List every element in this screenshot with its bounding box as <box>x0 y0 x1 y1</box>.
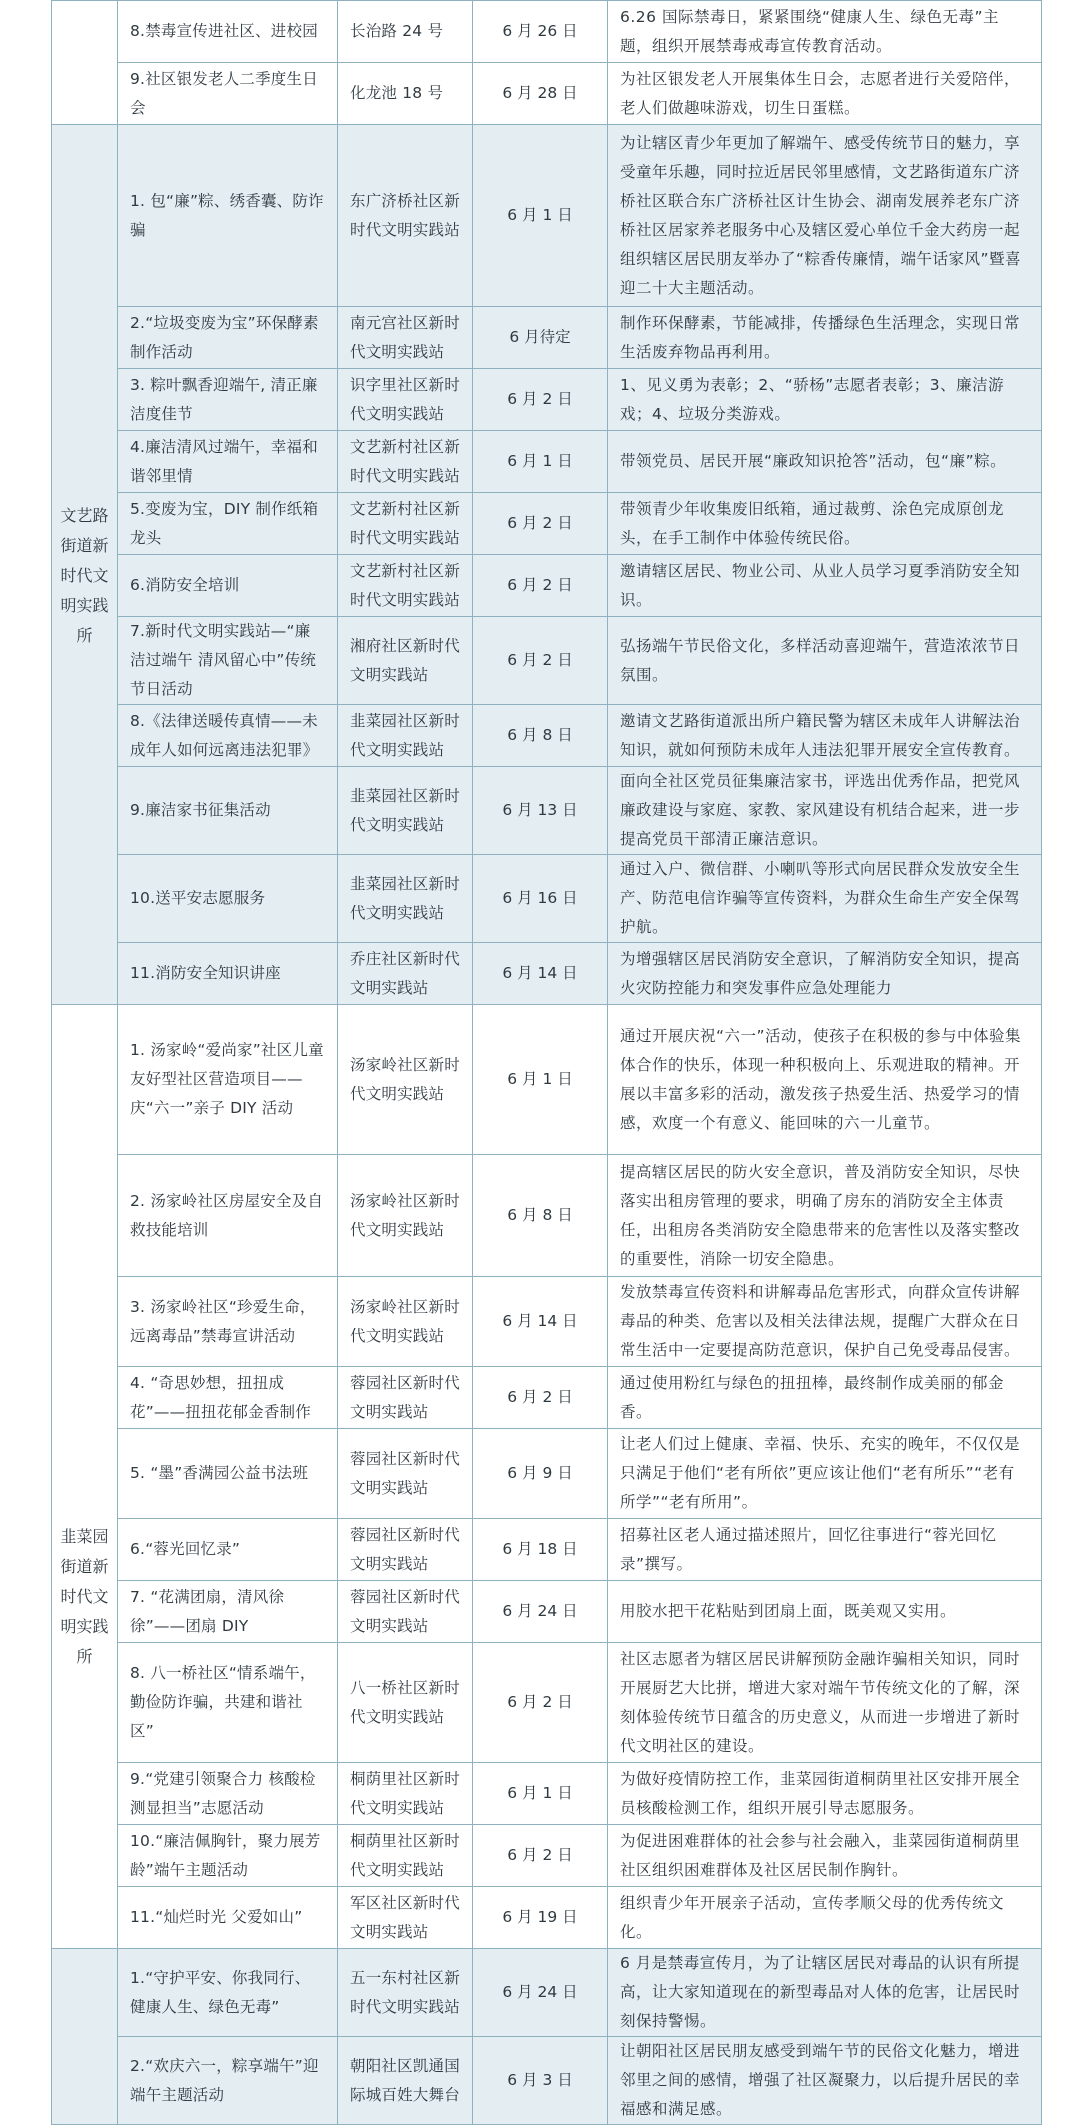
activity-cell: 4.廉洁清风过端午，幸福和谐邻里情 <box>118 431 338 493</box>
table-row <box>52 1887 1042 1949</box>
location-cell: 乔庄社区新时代文明实践站 <box>338 943 473 1005</box>
activity-cell: 10.“廉洁佩胸针，聚力展芳龄”端午主题活动 <box>118 1825 338 1887</box>
date-cell: 6 月 14 日 <box>473 1277 608 1367</box>
table-row <box>52 1949 1042 2037</box>
location-cell: 军区社区新时代文明实践站 <box>338 1887 473 1949</box>
location-cell: 蓉园社区新时代文明实践站 <box>338 1367 473 1429</box>
location-cell: 蓉园社区新时代文明实践站 <box>338 1429 473 1519</box>
location-cell: 蓉园社区新时代文明实践站 <box>338 1519 473 1581</box>
location-cell: 桐荫里社区新时代文明实践站 <box>338 1825 473 1887</box>
date-cell: 6 月 3 日 <box>473 2037 608 2125</box>
date-cell: 6 月 13 日 <box>473 767 608 855</box>
date-cell: 6 月待定 <box>473 307 608 369</box>
location-cell: 韭菜园社区新时代文明实践站 <box>338 767 473 855</box>
activity-cell: 7. “花满团扇，清风徐徐”——团扇 DIY <box>118 1581 338 1643</box>
activity-cell: 9.廉洁家书征集活动 <box>118 767 338 855</box>
content-cell: 让朝阳社区居民朋友感受到端午节的民俗文化魅力，增进邻里之间的感情，增强了社区凝聚力，以后提升居民的幸福感和满足感。 <box>608 2037 1042 2125</box>
location-cell: 八一桥社区新时代文明实践站 <box>338 1643 473 1763</box>
content-cell: 发放禁毒宣传资料和讲解毒品危害形式，向群众宣传讲解毒品的种类、危害以及相关法律法规，提醒广大群众在日常生活中一定要提高防范意识，保护自己免受毒品侵害。 <box>608 1277 1042 1367</box>
location-cell: 蓉园社区新时代文明实践站 <box>338 1581 473 1643</box>
table-row <box>52 1277 1042 1367</box>
activity-cell: 3. 汤家岭社区“珍爱生命，远离毒品”禁毒宣讲活动 <box>118 1277 338 1367</box>
date-cell: 6 月 2 日 <box>473 1367 608 1429</box>
date-cell: 6 月 2 日 <box>473 1643 608 1763</box>
date-cell: 6 月 1 日 <box>473 1763 608 1825</box>
table-row <box>52 63 1042 125</box>
content-cell: 面向全社区党员征集廉洁家书，评选出优秀作品，把党风廉政建设与家庭、家教、家风建设有机结合起来，进一步提高党员干部清正廉洁意识。 <box>608 767 1042 855</box>
activity-cell: 11.消防安全知识讲座 <box>118 943 338 1005</box>
content-cell: 社区志愿者为辖区居民讲解预防金融诈骗相关知识，同时开展厨艺大比拼，增进大家对端午节传统文化的了解，深刻体验传统节日蕴含的历史意义，从而进一步增进了新时代文明社区的建设。 <box>608 1643 1042 1763</box>
table-row <box>52 555 1042 617</box>
location-cell: 五一东村社区新时代文明实践站 <box>338 1949 473 2037</box>
date-cell: 6 月 24 日 <box>473 1949 608 2037</box>
table-row <box>52 2037 1042 2125</box>
table-row <box>52 855 1042 943</box>
activity-cell: 2.“欢庆六一，粽享端午”迎端午主题活动 <box>118 2037 338 2125</box>
date-cell: 6 月 18 日 <box>473 1519 608 1581</box>
location-cell: 桐荫里社区新时代文明实践站 <box>338 1763 473 1825</box>
date-cell: 6 月 2 日 <box>473 493 608 555</box>
date-cell: 6 月 1 日 <box>473 1005 608 1155</box>
content-cell: 提高辖区居民的防火安全意识，普及消防安全知识，尽快落实出租房管理的要求，明确了房东的消防安全主体责任，出租房各类消防安全隐患带来的危害性以及落实整改的重要性，消除一切安全隐患。 <box>608 1155 1042 1277</box>
location-cell: 化龙池 18 号 <box>338 63 473 125</box>
activity-cell: 2. 汤家岭社区房屋安全及自救技能培训 <box>118 1155 338 1277</box>
date-cell: 6 月 1 日 <box>473 431 608 493</box>
date-cell: 6 月 2 日 <box>473 555 608 617</box>
activity-cell: 1. 包“廉”粽、绣香囊、防诈骗 <box>118 125 338 307</box>
date-cell: 6 月 26 日 <box>473 1 608 63</box>
activity-cell: 6.消防安全培训 <box>118 555 338 617</box>
activity-cell: 2.“垃圾变废为宝”环保酵素制作活动 <box>118 307 338 369</box>
activity-cell: 1. 汤家岭“爱尚家”社区儿童友好型社区营造项目——庆“六一”亲子 DIY 活动 <box>118 1005 338 1155</box>
location-cell: 湘府社区新时代文明实践站 <box>338 617 473 705</box>
location-cell: 南元宫社区新时代文明实践站 <box>338 307 473 369</box>
table-row <box>52 1 1042 63</box>
location-cell: 识字里社区新时代文明实践站 <box>338 369 473 431</box>
location-cell: 汤家岭社区新时代文明实践站 <box>338 1155 473 1277</box>
table-row <box>52 1519 1042 1581</box>
activity-cell: 6.“蓉光回忆录” <box>118 1519 338 1581</box>
content-cell: 为让辖区青少年更加了解端午、感受传统节日的魅力，享受童年乐趣，同时拉近居民邻里感情，文艺路街道东广济桥社区联合东广济桥社区计生协会、湖南发展养老东广济桥社区居家养老服务中心及辖区爱心单位千金大药房一起组织辖区居民朋友举办了“粽香传廉情，端午话家风”暨喜迎二十大主题活动。 <box>608 125 1042 307</box>
org-cell <box>52 1949 118 2125</box>
date-cell: 6 月 16 日 <box>473 855 608 943</box>
date-cell: 6 月 14 日 <box>473 943 608 1005</box>
content-cell: 让老人们过上健康、幸福、快乐、充实的晚年，不仅仅是只满足于他们“老有所依”更应该让他们“老有所乐”“老有所学”“老有所用”。 <box>608 1429 1042 1519</box>
activity-cell: 5. “墨”香满园公益书法班 <box>118 1429 338 1519</box>
content-cell: 制作环保酵素，节能减排，传播绿色生活理念，实现日常生活废弃物品再利用。 <box>608 307 1042 369</box>
content-cell: 邀请文艺路街道派出所户籍民警为辖区未成年人讲解法治知识，就如何预防未成年人违法犯罪开展安全宣传教育。 <box>608 705 1042 767</box>
content-cell: 通过使用粉红与绿色的扭扭棒，最终制作成美丽的郁金香。 <box>608 1367 1042 1429</box>
table-row <box>52 1005 1042 1155</box>
content-cell: 组织青少年开展亲子活动，宣传孝顺父母的优秀传统文化。 <box>608 1887 1042 1949</box>
content-cell: 1、见义勇为表彰；2、“骄杨”志愿者表彰；3、廉洁游戏；4、垃圾分类游戏。 <box>608 369 1042 431</box>
activity-cell: 11.“灿烂时光 父爱如山” <box>118 1887 338 1949</box>
activity-cell: 4. “奇思妙想，扭扭成花”——扭扭花郁金香制作 <box>118 1367 338 1429</box>
table-row <box>52 369 1042 431</box>
org-cell: 文艺路街道新时代文明实践所 <box>52 125 118 1005</box>
location-cell: 长治路 24 号 <box>338 1 473 63</box>
content-cell: 邀请辖区居民、物业公司、从业人员学习夏季消防安全知识。 <box>608 555 1042 617</box>
table-row <box>52 705 1042 767</box>
table-row <box>52 617 1042 705</box>
content-cell: 带领党员、居民开展“廉政知识抢答”活动，包“廉”粽。 <box>608 431 1042 493</box>
location-cell: 韭菜园社区新时代文明实践站 <box>338 855 473 943</box>
table-row <box>52 1763 1042 1825</box>
table-row <box>52 431 1042 493</box>
table-row <box>52 1367 1042 1429</box>
table-row <box>52 1825 1042 1887</box>
content-cell: 为增强辖区居民消防安全意识，了解消防安全知识，提高火灾防控能力和突发事件应急处理能力 <box>608 943 1042 1005</box>
date-cell: 6 月 2 日 <box>473 369 608 431</box>
table-row <box>52 943 1042 1005</box>
date-cell: 6 月 24 日 <box>473 1581 608 1643</box>
location-cell: 文艺新村社区新时代文明实践站 <box>338 555 473 617</box>
table-row <box>52 493 1042 555</box>
activity-cell: 8.禁毒宣传进社区、进校园 <box>118 1 338 63</box>
activity-cell: 9.社区银发老人二季度生日会 <box>118 63 338 125</box>
location-cell: 汤家岭社区新时代文明实践站 <box>338 1277 473 1367</box>
date-cell: 6 月 19 日 <box>473 1887 608 1949</box>
location-cell: 朝阳社区凯通国际城百姓大舞台 <box>338 2037 473 2125</box>
content-cell: 弘扬端午节民俗文化，多样活动喜迎端午，营造浓浓节日氛围。 <box>608 617 1042 705</box>
activity-cell: 7.新时代文明实践站—“廉洁过端午 清风留心中”传统节日活动 <box>118 617 338 705</box>
table-row <box>52 1429 1042 1519</box>
date-cell: 6 月 28 日 <box>473 63 608 125</box>
date-cell: 6 月 2 日 <box>473 1825 608 1887</box>
activity-cell: 3. 粽叶飘香迎端午, 清正廉洁度佳节 <box>118 369 338 431</box>
date-cell: 6 月 2 日 <box>473 617 608 705</box>
content-cell: 为社区银发老人开展集体生日会，志愿者进行关爱陪伴，老人们做趣味游戏，切生日蛋糕。 <box>608 63 1042 125</box>
content-cell: 通过入户、微信群、小喇叭等形式向居民群众发放安全生产、防范电信诈骗等宣传资料，为群众生命生产安全保驾护航。 <box>608 855 1042 943</box>
content-cell: 6.26 国际禁毒日，紧紧围绕“健康人生、绿色无毒”主题，组织开展禁毒戒毒宣传教育活动。 <box>608 1 1042 63</box>
content-cell: 6 月是禁毒宣传月，为了让辖区居民对毒品的认识有所提高，让大家知道现在的新型毒品对人体的危害，让居民时刻保持警惕。 <box>608 1949 1042 2037</box>
location-cell: 韭菜园社区新时代文明实践站 <box>338 705 473 767</box>
content-cell: 为促进困难群体的社会参与社会融入，韭菜园街道桐荫里社区组织困难群体及社区居民制作胸针。 <box>608 1825 1042 1887</box>
table-row <box>52 767 1042 855</box>
org-cell <box>52 1 118 125</box>
activity-cell: 10.送平安志愿服务 <box>118 855 338 943</box>
location-cell: 东广济桥社区新时代文明实践站 <box>338 125 473 307</box>
content-cell: 为做好疫情防控工作，韭菜园街道桐荫里社区安排开展全员核酸检测工作，组织开展引导志愿服务。 <box>608 1763 1042 1825</box>
table-row <box>52 1581 1042 1643</box>
activity-table <box>51 0 1042 2125</box>
activity-cell: 9.“党建引领聚合力 核酸检测显担当”志愿活动 <box>118 1763 338 1825</box>
date-cell: 6 月 8 日 <box>473 705 608 767</box>
content-cell: 招募社区老人通过描述照片，回忆往事进行“蓉光回忆录”撰写。 <box>608 1519 1042 1581</box>
table-row <box>52 1643 1042 1763</box>
table-row <box>52 125 1042 307</box>
table-body <box>52 1 1042 2125</box>
table-row <box>52 307 1042 369</box>
content-cell: 用胶水把干花粘贴到团扇上面，既美观又实用。 <box>608 1581 1042 1643</box>
activity-cell: 5.变废为宝，DIY 制作纸箱龙头 <box>118 493 338 555</box>
org-cell: 韭菜园街道新时代文明实践所 <box>52 1005 118 1949</box>
location-cell: 文艺新村社区新时代文明实践站 <box>338 431 473 493</box>
content-cell: 通过开展庆祝“六一”活动，使孩子在积极的参与中体验集体合作的快乐，体现一种积极向上、乐观进取的精神。开展以丰富多彩的活动，激发孩子热爱生活、热爱学习的情感，欢度一个有意义、能回味的六一儿童节。 <box>608 1005 1042 1155</box>
table-row <box>52 1155 1042 1277</box>
date-cell: 6 月 9 日 <box>473 1429 608 1519</box>
activity-cell: 1.“守护平安、你我同行、健康人生、绿色无毒” <box>118 1949 338 2037</box>
date-cell: 6 月 8 日 <box>473 1155 608 1277</box>
location-cell: 文艺新村社区新时代文明实践站 <box>338 493 473 555</box>
content-cell: 带领青少年收集废旧纸箱，通过裁剪、涂色完成原创龙头，在手工制作中体验传统民俗。 <box>608 493 1042 555</box>
location-cell: 汤家岭社区新时代文明实践站 <box>338 1005 473 1155</box>
activity-cell: 8. 八一桥社区“情系端午，勤俭防诈骗，共建和谐社区” <box>118 1643 338 1763</box>
date-cell: 6 月 1 日 <box>473 125 608 307</box>
activity-cell: 8.《法律送暖传真情——未成年人如何远离违法犯罪》 <box>118 705 338 767</box>
